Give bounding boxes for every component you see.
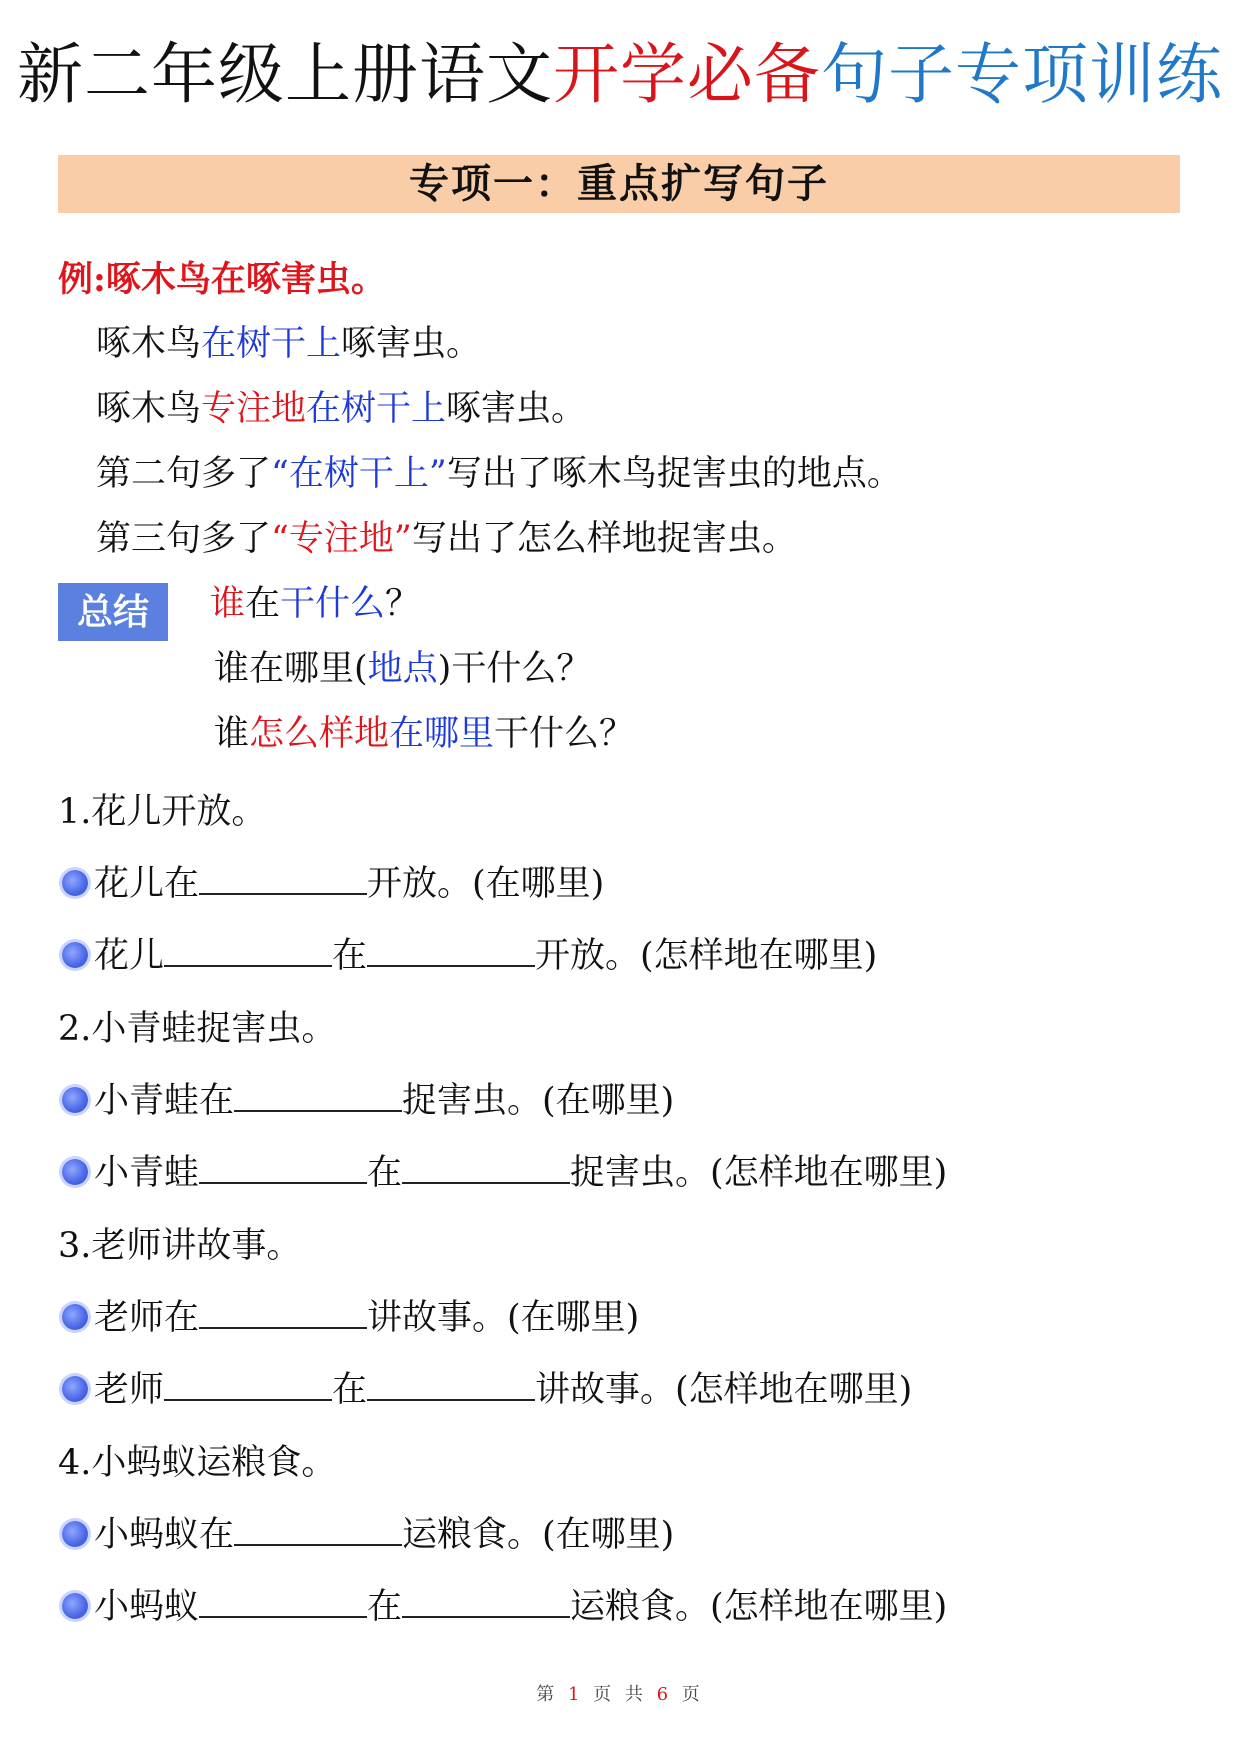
- exercise-item: [58, 1585, 947, 1629]
- page-total: 6: [656, 1684, 673, 1705]
- highlight-place: 在树干上: [306, 389, 447, 429]
- page-footer: [0, 1680, 1240, 1706]
- text: 谁在哪里(: [214, 649, 368, 689]
- exercise-heading: 2.小青蛙捉害虫。: [58, 1009, 337, 1049]
- footer-text: 页: [681, 1684, 704, 1705]
- blue-dot-icon: [62, 1376, 88, 1402]
- text: 小青蛙: [94, 1153, 200, 1193]
- footer-text: 页 共: [593, 1684, 647, 1705]
- answer-blank[interactable]: [402, 1586, 570, 1618]
- summary-line-1: [210, 582, 420, 626]
- exercise-item: [58, 1151, 947, 1195]
- exercise-item: [58, 1079, 674, 1123]
- summary-line-3: [214, 712, 634, 756]
- page-title: [0, 30, 1240, 120]
- text: 小蚂蚁在: [94, 1515, 235, 1555]
- blue-dot-icon: [62, 870, 88, 896]
- who: 谁: [210, 584, 246, 624]
- exercise-heading: 1.花儿开放。: [58, 792, 267, 832]
- manner: 怎么样地: [249, 714, 390, 754]
- answer-blank[interactable]: [199, 863, 367, 895]
- text: 捉害虫。(怎样地在哪里): [570, 1153, 948, 1193]
- text: 运粮食。(怎样地在哪里): [570, 1587, 948, 1627]
- place: 在哪里: [389, 714, 495, 754]
- text: 花儿: [94, 936, 165, 976]
- blue-dot-icon: [62, 1304, 88, 1330]
- highlight-manner: “专注地”: [271, 519, 412, 559]
- title-part-red: 开学必备: [553, 36, 821, 113]
- exercise-item: [58, 1513, 674, 1557]
- answer-blank[interactable]: [234, 1080, 402, 1112]
- text: ？: [385, 584, 421, 624]
- example-explanation-1: [96, 452, 902, 496]
- text: 啄害虫。: [446, 389, 587, 429]
- page-number: 1: [567, 1684, 584, 1705]
- exercise-item: [58, 1368, 912, 1412]
- text: 老师: [94, 1370, 165, 1410]
- blue-dot-icon: [62, 1087, 88, 1113]
- answer-blank[interactable]: [199, 1586, 367, 1618]
- text: 在: [367, 1153, 403, 1193]
- exercise-item: [58, 934, 877, 978]
- text: 开放。(在哪里): [367, 864, 605, 904]
- summary-line-2: [214, 647, 591, 691]
- text: 小蚂蚁: [94, 1587, 200, 1627]
- example-sentence-1: [96, 322, 481, 366]
- answer-blank[interactable]: [367, 1369, 535, 1401]
- text: 捉害虫。(在哪里): [402, 1081, 675, 1121]
- text: 在: [332, 1370, 368, 1410]
- answer-blank[interactable]: [199, 1297, 367, 1329]
- text: 啄害虫。: [341, 324, 482, 364]
- text: 在: [332, 936, 368, 976]
- exercise-heading: 4.小蚂蚁运粮食。: [58, 1443, 337, 1483]
- text: 在: [245, 584, 281, 624]
- text: 小青蛙在: [94, 1081, 235, 1121]
- text: 花儿在: [94, 864, 200, 904]
- answer-blank[interactable]: [234, 1514, 402, 1546]
- text: 在: [367, 1587, 403, 1627]
- footer-text: 第: [536, 1684, 559, 1705]
- highlight-place: “在树干上”: [271, 454, 447, 494]
- place: 地点: [367, 649, 438, 689]
- blue-dot-icon: [62, 1159, 88, 1185]
- text: 第三句多了: [96, 519, 272, 559]
- answer-blank[interactable]: [402, 1152, 570, 1184]
- text: 写出了啄木鸟捉害虫的地点。: [446, 454, 902, 494]
- answer-blank[interactable]: [367, 935, 535, 967]
- title-part-black: 新二年级上册语文: [17, 36, 553, 113]
- text: 啄木鸟: [96, 389, 202, 429]
- example-sentence-2: [96, 387, 586, 431]
- highlight-place: 在树干上: [201, 324, 342, 364]
- text: 谁: [214, 714, 250, 754]
- text: 啄木鸟: [96, 324, 202, 364]
- summary-badge: 总结: [58, 583, 168, 641]
- highlight-manner: 专注地: [201, 389, 307, 429]
- text: 开放。(怎样地在哪里): [535, 936, 878, 976]
- text: 讲故事。(在哪里): [367, 1298, 640, 1338]
- text: 写出了怎么样地捉害虫。: [411, 519, 797, 559]
- text: 讲故事。(怎样地在哪里): [535, 1370, 913, 1410]
- blue-dot-icon: [62, 1593, 88, 1619]
- section-banner: 专项一：重点扩写句子: [58, 155, 1180, 213]
- blue-dot-icon: [62, 942, 88, 968]
- answer-blank[interactable]: [164, 935, 332, 967]
- blue-dot-icon: [62, 1521, 88, 1547]
- title-part-blue: 句子专项训练: [821, 36, 1223, 113]
- what: 干什么: [280, 584, 386, 624]
- text: 运粮食。(在哪里): [402, 1515, 675, 1555]
- text: 老师在: [94, 1298, 200, 1338]
- text: )干什么？: [437, 649, 592, 689]
- exercise-item: [58, 1296, 639, 1340]
- text: 干什么？: [494, 714, 635, 754]
- exercise-item: [58, 862, 604, 906]
- text: 第二句多了: [96, 454, 272, 494]
- answer-blank[interactable]: [199, 1152, 367, 1184]
- answer-blank[interactable]: [164, 1369, 332, 1401]
- example-label: 例:啄木鸟在啄害虫。: [58, 259, 386, 300]
- example-explanation-2: [96, 517, 797, 561]
- exercise-heading: 3.老师讲故事。: [58, 1226, 302, 1266]
